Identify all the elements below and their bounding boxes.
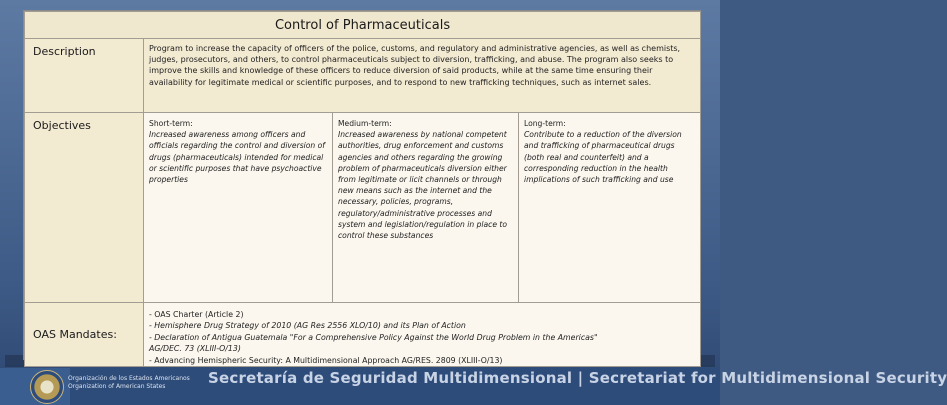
- description-text: Program to increase the capacity of officers of the police, customs, and regulatory and administrative agencies, as well as chemists, judges, prosecutors, and others, to control pharmaceuticals subject to diversion, trafficking, and abuse. The program also seeks to improve the skills and knowledge of these officers to reduce diversion of said products, while at the same time ensuring their availability for legitimate medical or scientific purposes, and to respond to new trafficking techniques, such as internet sales.: [144, 39, 701, 113]
- mandate-line: AG/DEC. 73 (XLIII-O/13): [149, 344, 241, 354]
- mandates-list: [144, 303, 701, 367]
- objective-short-term: [144, 113, 333, 303]
- row-label-objectives: Objectives: [25, 113, 144, 303]
- mandate-line: - OAS Charter (Article 2): [149, 310, 244, 319]
- row-label-description: Description: [25, 39, 144, 113]
- content-panel: [23, 10, 701, 365]
- secretariat-banner: Secretaría de Seguridad Multidimensional | Secretariat for Multidimensional Security: [208, 369, 947, 387]
- objective-long-heading: Long-term:: [524, 119, 566, 128]
- objective-medium-heading: Medium-term:: [338, 119, 392, 128]
- org-name-english: Organization of American States: [68, 383, 166, 390]
- objective-long-term: [519, 113, 701, 303]
- objective-medium-term: [333, 113, 519, 303]
- row-label-mandates: OAS Mandates:: [25, 303, 144, 367]
- mandate-line: - Hemisphere Drug Strategy of 2010 (AG Res 2556 XLO/10) and its Plan of Action: [149, 321, 466, 331]
- table-title: Control of Pharmaceuticals: [25, 12, 701, 39]
- objective-short-text: Increased awareness among officers and officials regarding the control and diversion of drugs (pharmaceuticals) intended for medical or scientific purposes that have psychoactive properties: [149, 130, 325, 185]
- mandate-line: - Declaration of Antigua Guatemala "For a Comprehensive Policy Against the World Drug Problem in the Americas": [149, 332, 598, 342]
- program-table: [24, 11, 701, 367]
- objective-long-text: Contribute to a reduction of the diversion and trafficking of pharmaceutical drugs (both real and counterfeit) and a corresponding reduction in the health implications of such trafficking and use: [524, 130, 682, 185]
- objective-medium-text: Increased awareness by national competent authorities, drug enforcement and customs agencies and others regarding the growing problem of pharmaceuticals diversion either from legitimate or licit channels or through new means such as the internet and the necessary, policies, programs, regulatory/administrative processes and system and legislation/regulation in place to control these substances: [338, 130, 508, 241]
- objective-short-heading: Short-term:: [149, 119, 193, 128]
- mandate-line: - Advancing Hemispheric Security: A Multidimensional Approach AG/RES. 2809 (XLIII-O/13): [149, 355, 503, 365]
- org-name-spanish: Organización de los Estados Americanos: [68, 375, 190, 382]
- oas-seal-icon: [30, 370, 64, 404]
